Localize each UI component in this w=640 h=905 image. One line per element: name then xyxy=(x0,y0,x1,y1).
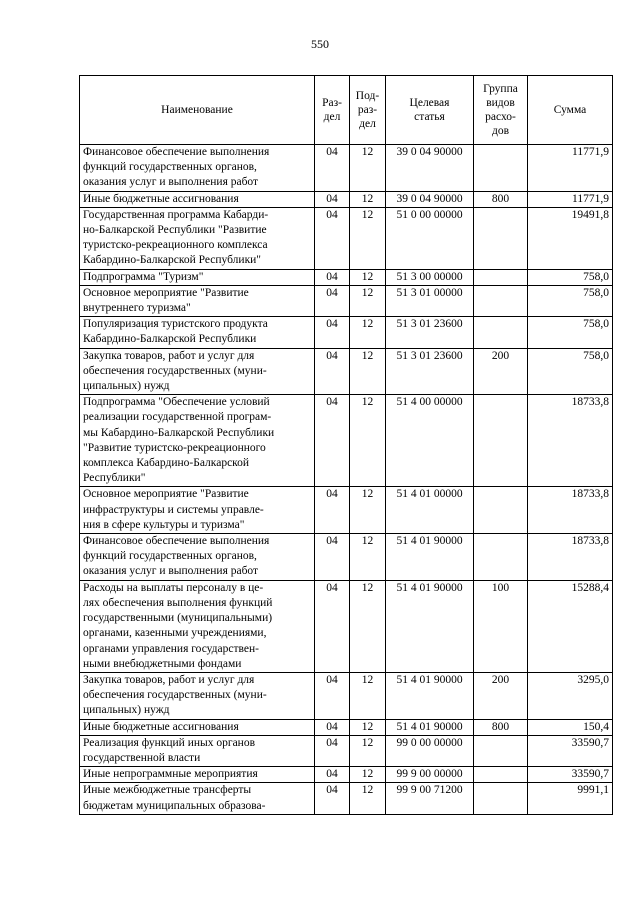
row-name-cell: Подпрограмма "Туризм" xyxy=(80,269,315,285)
row-sum-cell: 758,0 xyxy=(528,285,613,316)
row-group-cell: 800 xyxy=(474,191,528,207)
row-section-cell: 04 xyxy=(315,783,350,814)
row-sum-cell: 3295,0 xyxy=(528,672,613,719)
table-row xyxy=(80,672,613,719)
row-section-cell: 04 xyxy=(315,580,350,672)
row-name-cell: Закупка товаров, работ и услуг для обеспечения государственных (муни- ципальных) нужд xyxy=(80,348,315,395)
row-target-cell: 99 9 00 00000 xyxy=(386,767,474,783)
row-section-cell: 04 xyxy=(315,145,350,192)
row-section-cell: 04 xyxy=(315,191,350,207)
row-subsection-cell: 12 xyxy=(350,767,386,783)
row-group-cell xyxy=(474,269,528,285)
row-name-cell: Иные бюджетные ассигнования xyxy=(80,191,315,207)
row-target-cell: 51 4 01 90000 xyxy=(386,672,474,719)
row-section-cell: 04 xyxy=(315,767,350,783)
row-group-cell xyxy=(474,767,528,783)
row-group-cell xyxy=(474,487,528,534)
row-name-cell: Реализация функций иных органов государственной власти xyxy=(80,735,315,766)
row-subsection-cell: 12 xyxy=(350,783,386,814)
table-row xyxy=(80,285,613,316)
row-target-cell: 51 4 00 00000 xyxy=(386,395,474,487)
row-subsection-cell: 12 xyxy=(350,317,386,348)
row-subsection-cell: 12 xyxy=(350,395,386,487)
row-sum-cell: 150,4 xyxy=(528,719,613,735)
header-subsection: Под- раз- дел xyxy=(350,76,386,145)
row-sum-cell: 19491,8 xyxy=(528,207,613,269)
row-target-cell: 51 3 01 23600 xyxy=(386,317,474,348)
row-target-cell: 39 0 04 90000 xyxy=(386,191,474,207)
row-subsection-cell: 12 xyxy=(350,207,386,269)
row-sum-cell: 15288,4 xyxy=(528,580,613,672)
row-group-cell: 200 xyxy=(474,348,528,395)
row-target-cell: 51 3 00 00000 xyxy=(386,269,474,285)
row-sum-cell: 11771,9 xyxy=(528,145,613,192)
table-header-row xyxy=(80,76,613,145)
row-target-cell: 39 0 04 90000 xyxy=(386,145,474,192)
row-group-cell xyxy=(474,783,528,814)
row-target-cell: 51 4 01 90000 xyxy=(386,719,474,735)
row-subsection-cell: 12 xyxy=(350,487,386,534)
row-group-cell xyxy=(474,285,528,316)
header-name: Наименование xyxy=(80,76,315,145)
row-name-cell: Закупка товаров, работ и услуг для обеспечения государственных (муни- ципальных) нужд xyxy=(80,672,315,719)
row-section-cell: 04 xyxy=(315,207,350,269)
row-target-cell: 99 9 00 71200 xyxy=(386,783,474,814)
row-section-cell: 04 xyxy=(315,719,350,735)
table-row xyxy=(80,145,613,192)
row-section-cell: 04 xyxy=(315,534,350,581)
row-sum-cell: 9991,1 xyxy=(528,783,613,814)
table-row xyxy=(80,269,613,285)
row-target-cell: 51 4 01 90000 xyxy=(386,580,474,672)
row-name-cell: Основное мероприятие "Развитие инфраструктуры и системы управле- ния в сфере культуры и туризма" xyxy=(80,487,315,534)
row-section-cell: 04 xyxy=(315,269,350,285)
row-group-cell: 100 xyxy=(474,580,528,672)
row-name-cell: Иные непрограммные мероприятия xyxy=(80,767,315,783)
budget-table xyxy=(79,75,613,815)
row-sum-cell: 11771,9 xyxy=(528,191,613,207)
page-number: 550 xyxy=(311,37,329,51)
row-target-cell: 99 0 00 00000 xyxy=(386,735,474,766)
row-target-cell: 51 3 01 23600 xyxy=(386,348,474,395)
header-sum: Сумма xyxy=(528,76,613,145)
row-sum-cell: 758,0 xyxy=(528,348,613,395)
row-group-cell xyxy=(474,317,528,348)
row-name-cell: Государственная программа Кабарди- но-Балкарской Республики "Развитие туристско-рекреационного комплекса Кабардино-Балкарской Республики" xyxy=(80,207,315,269)
row-sum-cell: 758,0 xyxy=(528,317,613,348)
row-name-cell: Расходы на выплаты персоналу в це- лях обеспечения выполнения функций государственными (муниципальными) органами, казенными учреждениями, органами управления государствен- ными внебюджетными фондами xyxy=(80,580,315,672)
row-target-cell: 51 4 01 00000 xyxy=(386,487,474,534)
table-row xyxy=(80,191,613,207)
row-sum-cell: 758,0 xyxy=(528,269,613,285)
row-subsection-cell: 12 xyxy=(350,269,386,285)
table-row xyxy=(80,580,613,672)
row-subsection-cell: 12 xyxy=(350,534,386,581)
row-group-cell: 800 xyxy=(474,719,528,735)
row-name-cell: Основное мероприятие "Развитие внутреннего туризма" xyxy=(80,285,315,316)
row-sum-cell: 18733,8 xyxy=(528,487,613,534)
row-group-cell xyxy=(474,395,528,487)
row-name-cell: Иные бюджетные ассигнования xyxy=(80,719,315,735)
row-subsection-cell: 12 xyxy=(350,191,386,207)
row-name-cell: Подпрограмма "Обеспечение условий реализации государственной програм- мы Кабардино-Балкарской Республики "Развитие туристско-рекреационного комплекса Кабардино-Балкарской Республики" xyxy=(80,395,315,487)
table-row xyxy=(80,783,613,814)
row-subsection-cell: 12 xyxy=(350,348,386,395)
row-section-cell: 04 xyxy=(315,317,350,348)
row-section-cell: 04 xyxy=(315,672,350,719)
row-sum-cell: 33590,7 xyxy=(528,735,613,766)
row-subsection-cell: 12 xyxy=(350,672,386,719)
row-group-cell xyxy=(474,534,528,581)
table-row xyxy=(80,395,613,487)
row-sum-cell: 18733,8 xyxy=(528,395,613,487)
table-row xyxy=(80,207,613,269)
table-row xyxy=(80,735,613,766)
row-subsection-cell: 12 xyxy=(350,735,386,766)
table-row xyxy=(80,719,613,735)
row-group-cell xyxy=(474,735,528,766)
row-name-cell: Финансовое обеспечение выполнения функций государственных органов, оказания услуг и выполнения работ xyxy=(80,534,315,581)
table-row xyxy=(80,348,613,395)
row-subsection-cell: 12 xyxy=(350,580,386,672)
row-name-cell: Популяризация туристского продукта Кабардино-Балкарской Республики xyxy=(80,317,315,348)
table-body xyxy=(80,145,613,815)
row-target-cell: 51 4 01 90000 xyxy=(386,534,474,581)
header-group: Группа видов расхо- дов xyxy=(474,76,528,145)
row-subsection-cell: 12 xyxy=(350,719,386,735)
row-name-cell: Иные межбюджетные трансферты бюджетам муниципальных образова- xyxy=(80,783,315,814)
row-group-cell: 200 xyxy=(474,672,528,719)
row-target-cell: 51 0 00 00000 xyxy=(386,207,474,269)
row-subsection-cell: 12 xyxy=(350,285,386,316)
row-section-cell: 04 xyxy=(315,487,350,534)
row-subsection-cell: 12 xyxy=(350,145,386,192)
row-sum-cell: 33590,7 xyxy=(528,767,613,783)
table-row xyxy=(80,317,613,348)
row-section-cell: 04 xyxy=(315,285,350,316)
table-row xyxy=(80,534,613,581)
table-row xyxy=(80,767,613,783)
row-name-cell: Финансовое обеспечение выполнения функций государственных органов, оказания услуг и выполнения работ xyxy=(80,145,315,192)
row-sum-cell: 18733,8 xyxy=(528,534,613,581)
row-group-cell xyxy=(474,145,528,192)
row-section-cell: 04 xyxy=(315,348,350,395)
row-section-cell: 04 xyxy=(315,395,350,487)
table-row xyxy=(80,487,613,534)
row-target-cell: 51 3 01 00000 xyxy=(386,285,474,316)
header-target: Целевая статья xyxy=(386,76,474,145)
row-section-cell: 04 xyxy=(315,735,350,766)
row-group-cell xyxy=(474,207,528,269)
header-section: Раз- дел xyxy=(315,76,350,145)
